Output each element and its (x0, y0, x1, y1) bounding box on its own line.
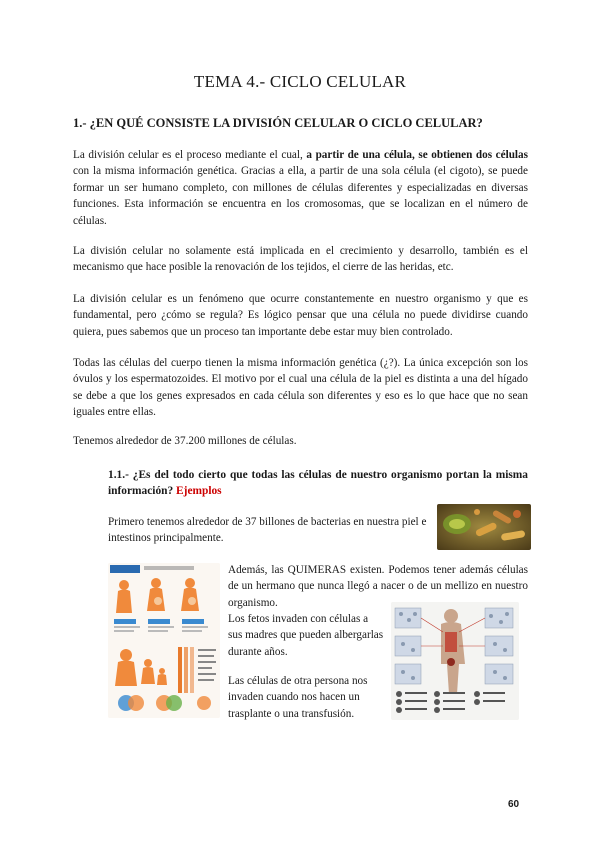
bacteria-paragraph: Primero tenemos alrededor de 37 billones de bacterias en nuestra piel e intestinos principalmente. (108, 516, 427, 545)
bacteria-image (437, 504, 531, 550)
subsection-heading-text: 1.1.- ¿Es del todo cierto que todas las células de nuestro organismo portan la misma información? (108, 469, 528, 498)
chimera-infographic-image (108, 563, 220, 718)
paragraph-2: La división celular no solamente está implicada en el crecimiento y desarrollo, también es el mecanismo que hace posible la renovación de los tejidos, el cierre de las heridas, etc. (73, 245, 528, 274)
page-title: TEMA 4.- CICLO CELULAR (193, 72, 407, 91)
subsection-heading (108, 467, 528, 500)
paragraph-1-pre: La división celular es el proceso mediante el cual, (73, 149, 307, 161)
paragraph-3: La división celular es un fenómeno que ocurre constantemente en nuestro organismo y que es fundamental, pero ¿cómo se regula? Es lógico pensar que una célula no puede dividirse cuando quiera, pues sabemos que un proceso tan importante debe estar muy bien controlado. (73, 293, 528, 338)
transplant-paragraph: Las células de otra persona nos invaden cuando nos hacen un trasplante o una transfusión. (228, 675, 368, 720)
chimera-paragraph: Además, las QUIMERAS existen. Podemos tener además células de un hermano que nunca llegó a nacer o de un mellizo en nuestro organismo. (228, 564, 528, 609)
paragraph-4: Todas las células del cuerpo tienen la misma información genética (¿?). La única excepción son los óvulos y los espermatozoides. El motivo por el cual una célula de la piel es distinta a una del hígado se debe a que los genes expresados en cada célula son diferentes y eso es lo que hace que no sean iguales entre ellas. (73, 357, 528, 419)
paragraph-1 (73, 147, 528, 229)
page-number: 60 (508, 799, 520, 810)
paragraph-1-post: con la misma información genética. Gracias a ella, a partir de una sola célula (el cigoto), se puede formar un ser humano completo, con millones de células diferentes y especializadas en diversas funciones. Esta información se encuentra en los cromosomas, que se localizan en el número de células. (73, 165, 528, 227)
section-heading: 1.- ¿EN QUÉ CONSISTE LA DIVISIÓN CELULAR O CICLO CELULAR? (73, 116, 483, 130)
fetus-paragraph: Los fetos invaden con células a sus madres que pueden albergarlas durante años. (228, 613, 384, 658)
examples-link[interactable]: Ejemplos (176, 485, 222, 498)
paragraph-5: Tenemos alrededor de 37.200 millones de células. (73, 435, 297, 447)
transplant-infographic-image (391, 602, 519, 720)
paragraph-1-bold: a partir de una célula, se obtienen dos células (306, 149, 528, 161)
